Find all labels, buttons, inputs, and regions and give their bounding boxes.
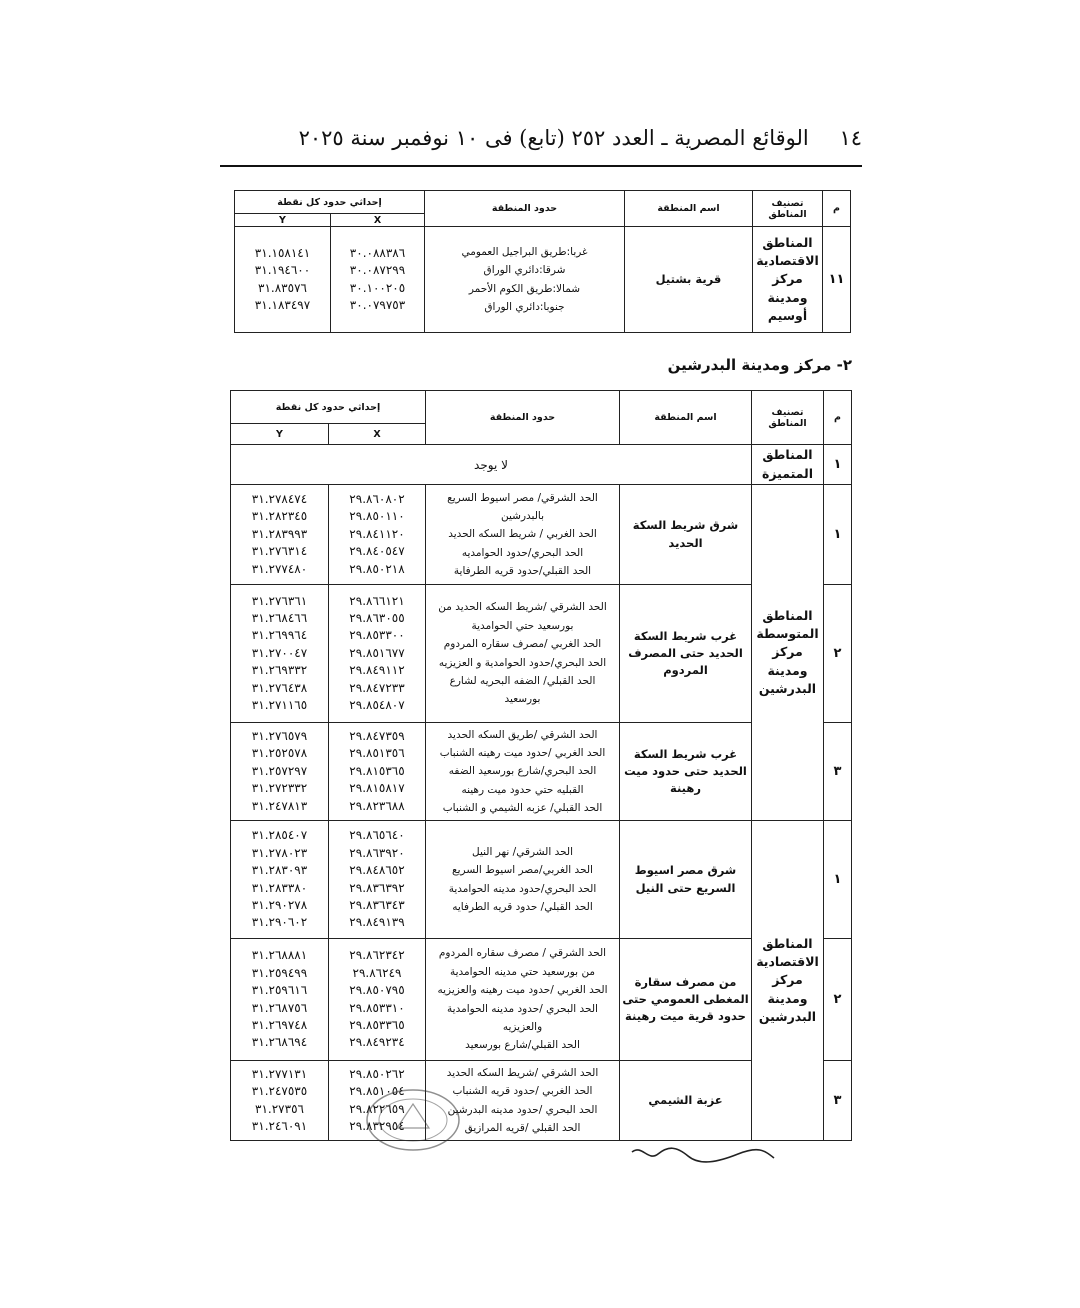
bound-line: الحد الشرقي/ مصر اسيوط السريع <box>447 491 598 504</box>
header-coords: إحداثي حدود كل نقطة <box>231 391 426 424</box>
x-value: ٢٩.٨٢٣٦٨٨ <box>349 798 405 813</box>
y-value: ٣١.٢٨٢٣٤٥ <box>251 509 308 524</box>
row-number: ٢ <box>824 939 852 1061</box>
x-value: ٢٩.٨٥١٠٥٤ <box>349 1084 405 1099</box>
y-value: ٣١.٢٩٠٦٠٢ <box>251 915 308 930</box>
x-value: ٢٩.٨٤١١٢٠ <box>349 526 405 541</box>
y-value: ٣١.١٨٣٤٩٧ <box>254 297 311 312</box>
x-value: ٢٩.٨٢٢٦٥٩ <box>349 1101 405 1116</box>
bound-line: الحد القبلي/شارع بورسعيد <box>465 1039 580 1052</box>
header-area-name: اسم المنطقة <box>625 191 753 227</box>
row-x-coords <box>329 585 426 723</box>
row-x-coords <box>329 485 426 585</box>
row-y-coords <box>231 485 329 585</box>
y-value: ٣١.٢٥٢٥٧٨ <box>251 746 308 761</box>
bound-line: جنوبا:دائري الوراق <box>484 300 565 313</box>
x-value: ٢٩.٨٥١٦٧٧ <box>349 645 405 660</box>
row-y-coords <box>231 821 329 939</box>
bound-line: الحد القبلي/ عزبه الشيمي و الشنباب <box>442 802 603 815</box>
bound-line: بورسعيد <box>504 693 541 706</box>
bound-line: الحد الغربي/مصر اسيوط السريع <box>452 864 593 877</box>
header-x: X <box>329 424 426 445</box>
x-value: ٢٩.٨٥٣٣٦٥ <box>349 1017 405 1032</box>
bound-line: الحد الغربي /حدود ميت رهينه والعزيزيه <box>437 984 608 997</box>
x-value: ٢٩.٨٥٠٢٦٢ <box>349 1066 405 1081</box>
bound-line: من بورسعيد حتي مدينه الحوامدية <box>449 965 596 978</box>
row-bounds <box>426 821 620 939</box>
row-area-name: شرق شريط السكة الحديد <box>620 485 752 585</box>
bound-line: الحد الغربي /حدود ميت رهينه الشنباب <box>439 746 606 759</box>
bound-line: بالبدرشين <box>500 509 545 522</box>
y-value: ٣١.٢٥٧٢٩٧ <box>251 763 308 778</box>
section-heading: ٢- مركز ومدينة البدرشين <box>667 356 852 374</box>
bound-line: الحد البحري/شارع بورسعيد الضفه <box>448 765 597 778</box>
bound-line: الحد البحري/حدود الحوامدية و العزيزيه <box>438 656 607 669</box>
y-value: ٣١.٢٤٧٥٣٥ <box>251 1084 308 1099</box>
y-value: ٣١.١٥٨١٤١ <box>254 245 311 260</box>
y-value: ٣١.٢٦٨٧٥٦ <box>251 1000 308 1015</box>
header-x: X <box>331 214 425 227</box>
row-y-coords <box>231 1061 329 1141</box>
y-value: ٣١.٢٧٢٣٣٢ <box>251 781 308 796</box>
row-number: ١ <box>824 445 852 485</box>
row-number: ٢ <box>824 585 852 723</box>
x-value: ٢٩.٨٥٣٣٠٠ <box>349 628 405 643</box>
bound-line: الحد القبلي /قريه المرازيق <box>464 1121 581 1134</box>
bound-line: الحد الغربي /مصرف سقاره المردوم <box>443 638 602 651</box>
row-bounds <box>426 939 620 1061</box>
x-value: ٢٩.٨٦٥٦٤٠ <box>349 828 405 843</box>
y-value: ٣١.١٩٤٦٠٠ <box>254 263 311 278</box>
row-area-name: شرق مصر اسيوط السريع حتى النيل <box>620 821 752 939</box>
y-value: ٣١.٢٧٧٤٨٠ <box>251 561 308 576</box>
x-value: ٣٠.٠٧٩٧٥٣ <box>349 297 406 312</box>
x-value: ٣٠.٠٨٧٢٩٩ <box>349 263 406 278</box>
x-value: ٣٠.٠٨٨٣٨٦ <box>349 245 406 260</box>
row-y-coords <box>231 939 329 1061</box>
official-stamp <box>355 1080 465 1152</box>
x-value: ٢٩.٨٣٦٣٩٢ <box>349 880 405 895</box>
bound-line: الحد الشرقي /طريق السكه الحديد <box>447 728 598 741</box>
x-value: ٢٩.٨٣٦٣٤٣ <box>349 897 405 912</box>
x-value: ٢٩.٨٤٠٥٤٧ <box>349 544 405 559</box>
x-value: ٢٩.٨٦٢٤٩ <box>352 965 402 980</box>
y-value: ٣١.٢٤٦٠٩١ <box>251 1118 308 1133</box>
x-value: ٢٩.٨٤٧٢٣٣ <box>349 680 405 695</box>
header-y: Y <box>235 214 331 227</box>
row-classification: المناطق المتوسطة مركز ومدينة البدرشين <box>752 485 824 821</box>
none-cell: لا يوجد <box>231 445 752 485</box>
row-y-coords <box>231 585 329 723</box>
row-number: ٣ <box>824 1061 852 1141</box>
x-value: ٢٩.٨٣٢٩٥٤ <box>349 1118 405 1133</box>
row-number: ٣ <box>824 723 852 821</box>
y-value: ٣١.٢٧٨٠٢٣ <box>251 845 308 860</box>
bound-line: الحد القبلي/ الضفه البحريه لشارع <box>449 674 596 687</box>
bound-line: بورسعيد حتي الحوامدية <box>471 619 574 632</box>
x-value: ٣٠.١٠٠٢٠٥ <box>349 280 406 295</box>
x-value: ٢٩.٨٥٠٧٩٥ <box>349 983 405 998</box>
row-bounds <box>426 723 620 821</box>
bound-line: الحد القبلي/حدود قريه الطرفاية <box>453 565 592 578</box>
x-value: ٢٩.٨٤٧٣٥٩ <box>349 729 405 744</box>
row-area-name: عزبة الشيمي <box>620 1061 752 1141</box>
x-value: ٢٩.٨٦٦١٢١ <box>349 593 405 608</box>
y-value: ٣١.٢٦٨٨٨١ <box>251 948 308 963</box>
y-value: ٣١.٢٥٩٤٩٩ <box>251 965 308 980</box>
row-y-coords <box>231 723 329 821</box>
x-value: ٢٩.٨٤٩١١٢ <box>349 663 405 678</box>
bound-line: غربا:طريق البراجيل العمومي <box>461 245 588 258</box>
x-value: ٢٩.٨٦٣٠٥٥ <box>349 611 405 626</box>
row-number: ١ <box>824 821 852 939</box>
row-x-coords <box>331 227 425 333</box>
row-area-name: غرب شريط السكة الحديد حتى حدود ميت رهينة <box>620 723 752 821</box>
y-value: ٣١.٢٧٦٥٧٩ <box>251 729 308 744</box>
header-serial: م <box>824 391 852 445</box>
row-area-name: غرب شريط السكة الحديد حتى المصرف المردوم <box>620 585 752 723</box>
y-value: ٣١.٢٦٨٤٦٦ <box>251 611 308 626</box>
row-y-coords <box>235 227 331 333</box>
header-coords: إحداثي حدود كل نقطة <box>235 191 425 214</box>
y-value: ٣١.٢٧٠٠٤٧ <box>251 645 308 660</box>
x-value: ٢٩.٨٤٩١٣٩ <box>349 915 405 930</box>
x-value: ٢٩.٨٤٨٦٥٢ <box>349 863 405 878</box>
header-rule <box>220 165 862 167</box>
row-number: ١ <box>824 485 852 585</box>
bound-line: والعزيزيه <box>502 1020 543 1033</box>
row-area-name: من مصرف سقارة المغطى العمومي حتى حدود قرية ميت رهينة <box>620 939 752 1061</box>
row-x-coords <box>329 723 426 821</box>
x-value: ٢٩.٨٥٠٢١٨ <box>349 561 405 576</box>
y-value: ٣١.٢٨٣٣٨٠ <box>251 880 308 895</box>
row-number: ١١ <box>823 227 851 333</box>
header-area-name: اسم المنطقة <box>620 391 752 445</box>
x-value: ٢٩.٨٦٢٣٤٢ <box>349 948 405 963</box>
bound-line: شمالا:طريق الكوم الأحمر <box>468 282 581 295</box>
header-classification: تصنيف المناطق <box>752 391 824 445</box>
y-value: ٣١.٢٦٩٣٣٢ <box>251 663 308 678</box>
page-header-title: الوقائع المصرية ـ العدد ٢٥٢ (تابع) فى ١٠ نوفمبر سنة ٢٠٢٥ <box>298 126 809 150</box>
y-value: ٣١.٢٤٧٨١٣ <box>251 798 308 813</box>
x-value: ٢٩.٨٥٣٣١٠ <box>349 1000 405 1015</box>
table-oseem <box>234 190 851 333</box>
bound-line: الحد الغربي /حدود قريه الشنباب <box>452 1085 593 1098</box>
y-value: ٣١.٢٧٣٥٦ <box>255 1101 304 1116</box>
x-value: ٢٩.٨٦٣٩٢٠ <box>349 845 405 860</box>
page-header <box>220 118 862 162</box>
row-bounds <box>426 585 620 723</box>
y-value: ٣١.٢٧١١٦٥ <box>251 697 308 712</box>
x-value: ٢٩.٨٦٠٨٠٢ <box>349 492 405 507</box>
row-x-coords <box>329 821 426 939</box>
y-value: ٣١.٢٦٨٦٩٤ <box>251 1035 308 1050</box>
bound-line: الحد الشرقي/ نهر النيل <box>472 845 573 858</box>
bound-line: القبليه حتي حدود ميت رهينه <box>461 783 584 796</box>
bound-line: الحد البحري /حدود مدينه الحوامدية <box>447 1002 598 1015</box>
row-bounds <box>426 485 620 585</box>
bound-line: الحد البحري/حدود مدينه الحوامدية <box>448 882 597 895</box>
y-value: ٣١.٢٧٦٤٣٨ <box>251 680 308 695</box>
table-badrashin <box>230 390 852 1141</box>
y-value: ٣١.٢٩٠٢٧٨ <box>251 897 308 912</box>
bound-line: الحد البحري /حدود مدينه البدرشين <box>447 1103 598 1116</box>
y-value: ٣١.٢٧٨٤٧٤ <box>251 492 308 507</box>
x-value: ٢٩.٨٥٤٨٠٧ <box>349 697 405 712</box>
y-value: ٣١.٢٧٧١٣١ <box>251 1066 308 1081</box>
y-value: ٣١.٢٦٩٧٤٨ <box>251 1017 308 1032</box>
row-classification: المناطق الاقتصادية مركز ومدينة البدرشين <box>752 821 824 1141</box>
bound-line: الحد القبلي/ حدود قريه الطرفايه <box>452 900 593 913</box>
header-serial: م <box>823 191 851 227</box>
y-value: ٣١.٢٨٥٤٠٧ <box>251 828 308 843</box>
row-area-name: قرية بشتيل <box>625 227 753 333</box>
y-value: ٣١.٢٨٣٠٩٣ <box>251 863 308 878</box>
bound-line: الحد الشرقي / مصرف سقاره المردوم <box>438 947 607 960</box>
row-classification: المناطق المتميزة <box>752 445 824 485</box>
y-value: ٣١.٢٧٦٣٦١ <box>251 593 308 608</box>
header-area-bounds: حدود المنطقة <box>425 191 625 227</box>
bound-line: الحد الشرقي /شريط السكه الحديد <box>446 1066 599 1079</box>
row-bounds <box>425 227 625 333</box>
y-value: ٣١.٢٥٩٦١٦ <box>251 983 308 998</box>
handwritten-signature <box>628 1142 778 1166</box>
bound-line: الحد الشرقي /شريط السكه الحديد من <box>438 601 607 614</box>
y-value: ٣١.٢٦٩٩٦٤ <box>251 628 308 643</box>
x-value: ٢٩.٨٥٠١١٠ <box>349 509 405 524</box>
x-value: ٢٩.٨٤٩٢٣٤ <box>349 1035 405 1050</box>
header-y: Y <box>231 424 329 445</box>
header-area-bounds: حدود المنطقة <box>426 391 620 445</box>
page-number: ١٤ <box>839 126 862 150</box>
row-x-coords <box>329 939 426 1061</box>
x-value: ٢٩.٨١٥٣٦٥ <box>349 763 405 778</box>
bound-line: الحد الغربي / شريط السكه الحديد <box>448 528 597 541</box>
bound-line: الحد البحري/حدود الحوامديه <box>461 546 584 559</box>
header-classification: تصنيف المناطق <box>753 191 823 227</box>
y-value: ٣١.٢٨٣٩٩٣ <box>251 526 308 541</box>
bound-line: شرقا:دائري الوراق <box>483 264 566 277</box>
x-value: ٢٩.٨١٥٨١٧ <box>349 781 405 796</box>
x-value: ٢٩.٨٥١٣٥٦ <box>349 746 405 761</box>
y-value: ٣١.٨٣٥٧٦ <box>258 280 307 295</box>
row-classification: المناطق الاقتصادية مركز ومدينة أوسيم <box>753 227 823 333</box>
y-value: ٣١.٢٧٦٣١٤ <box>251 544 308 559</box>
